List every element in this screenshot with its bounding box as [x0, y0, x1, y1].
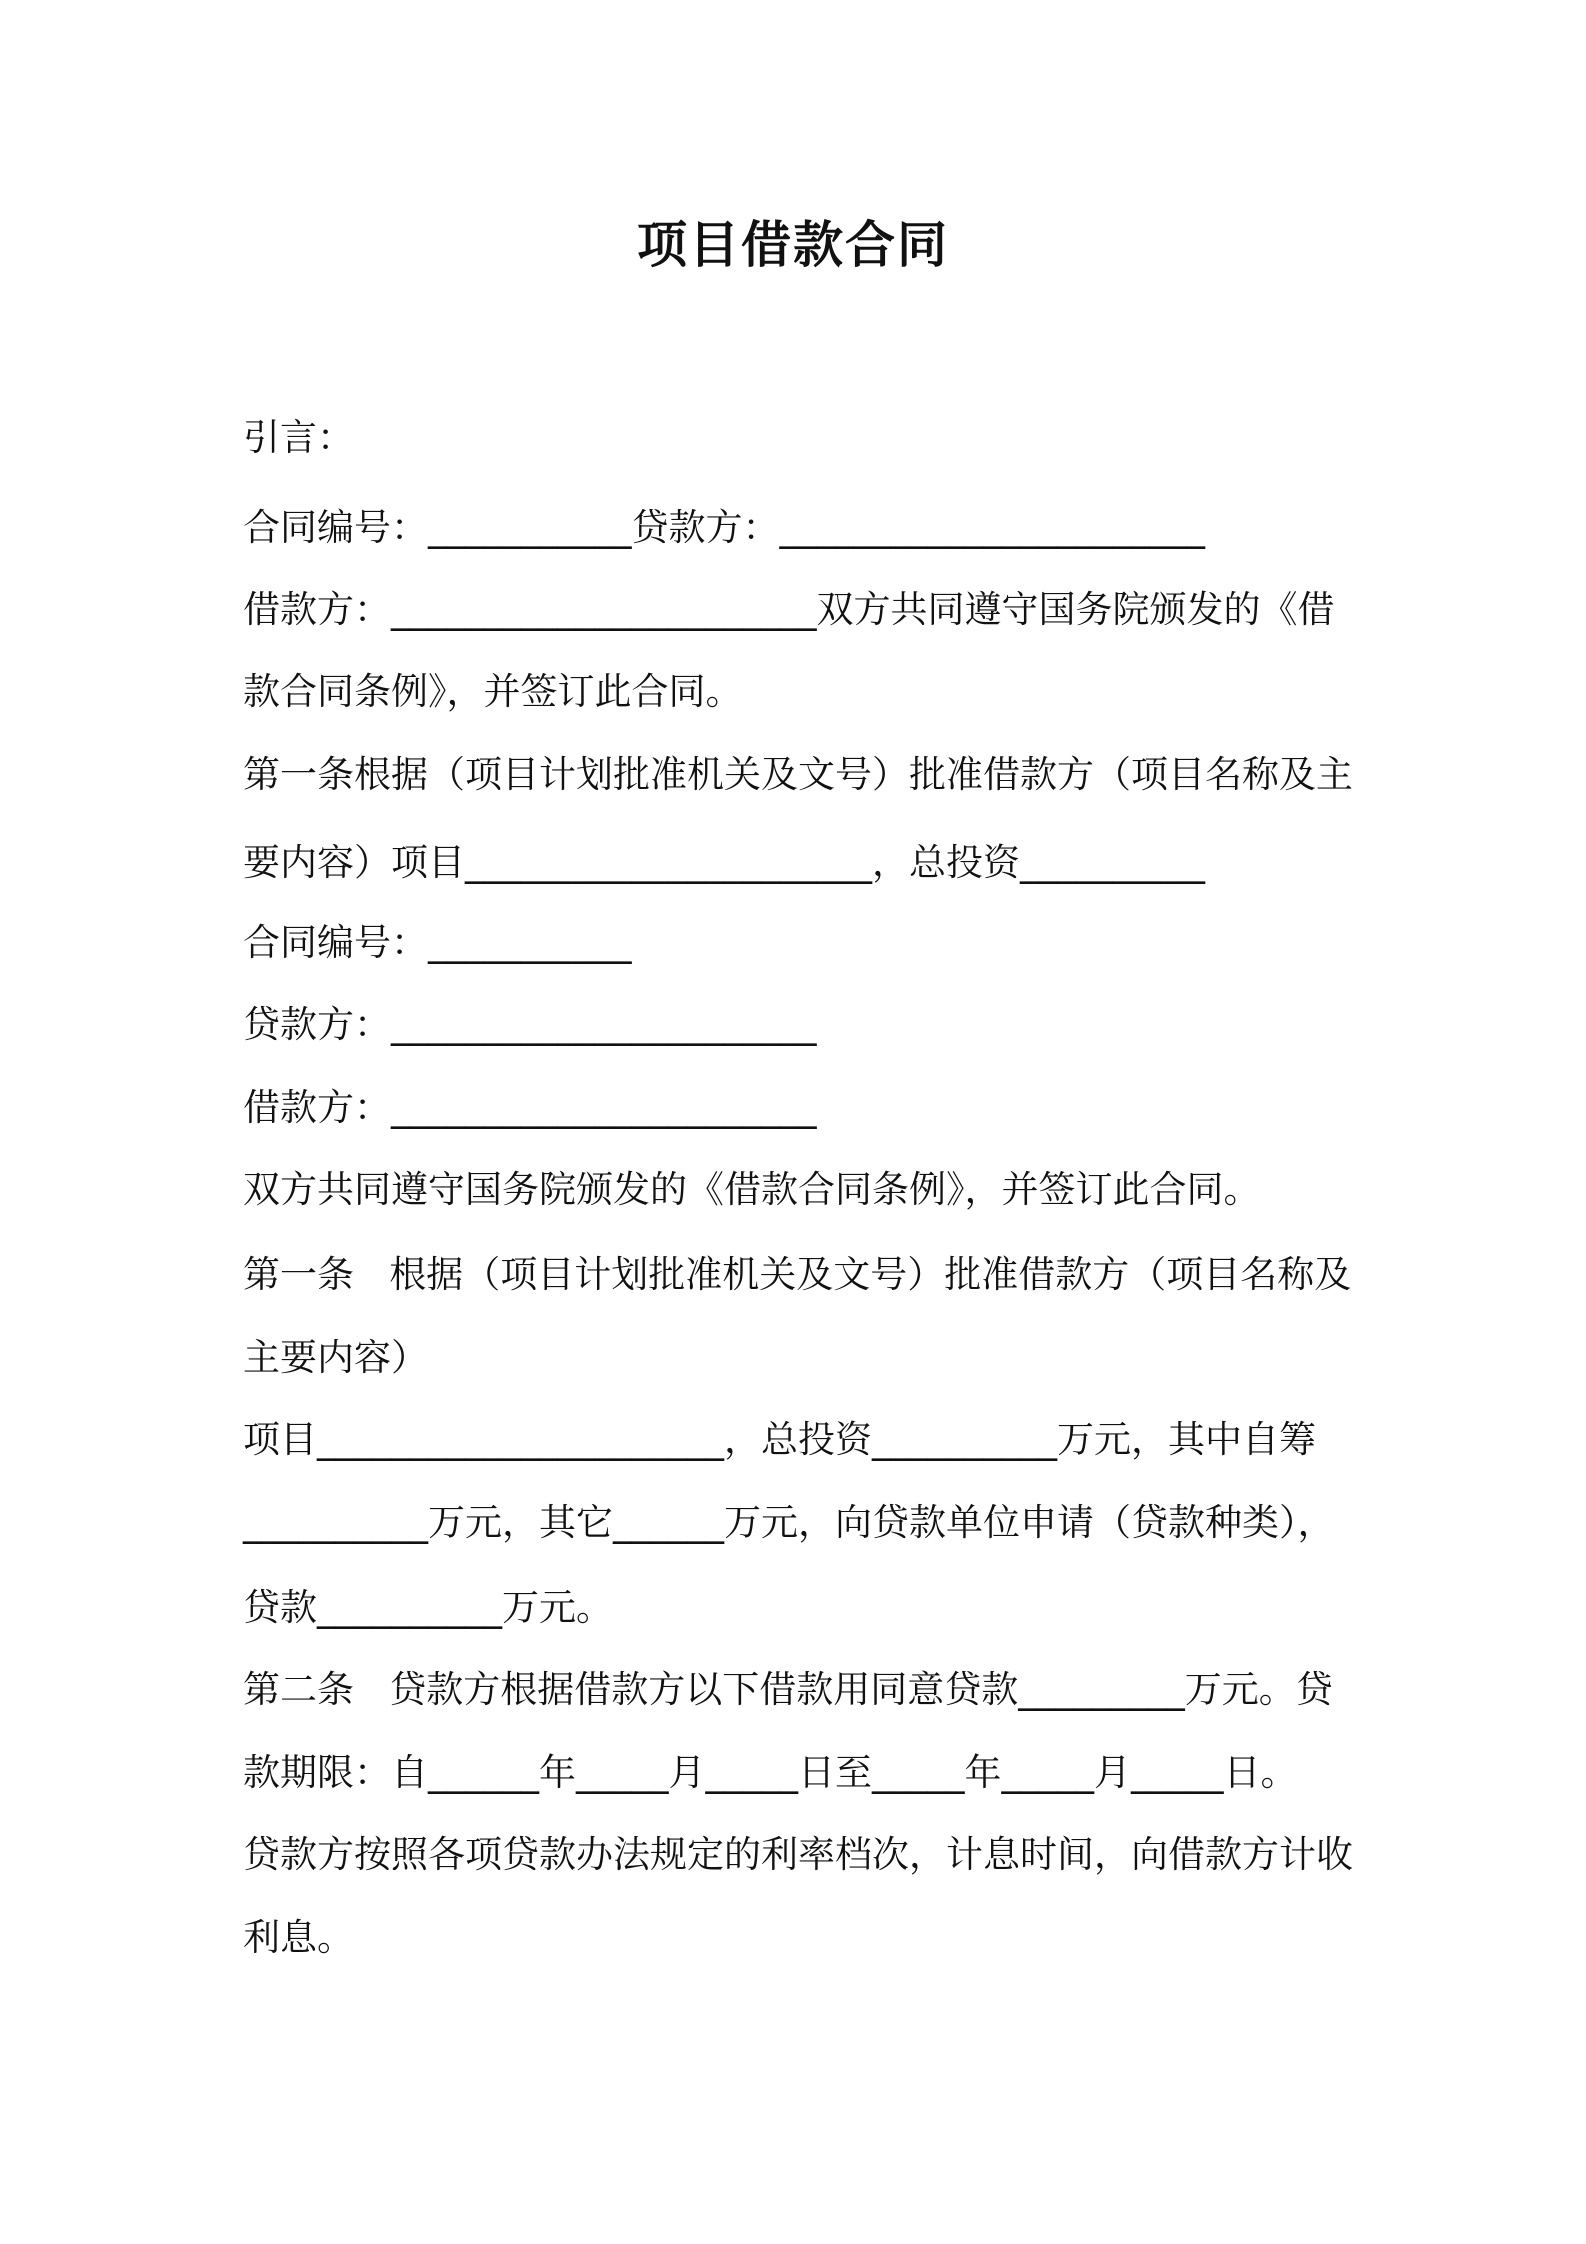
project-investment-line: 项目______________________，总投资__________万元，其中自筹: [243, 1418, 1316, 1461]
article-two-heading: 第二条 贷款方根据借款方以下借款用同意贷款_________万元。贷: [243, 1668, 1333, 1711]
article-one-heading: 第一条 根据（项目计划批准机关及文号）批准借款方（项目名称及: [243, 1253, 1352, 1296]
borrower-line-2: 借款方：_______________________: [243, 1086, 817, 1129]
borrower-line-continued: 款合同条例》，并签订此合同。: [243, 670, 743, 713]
borrower-line: 借款方：_______________________双方共同遵守国务院颁发的《借: [243, 588, 1335, 631]
article-one-line: 第一条根据（项目计划批准机关及文号）批准借款方（项目名称及主: [243, 753, 1353, 796]
contract-number-line: 合同编号：___________: [243, 921, 632, 964]
loan-amount-line: 贷款__________万元。: [243, 1586, 613, 1629]
interest-line: 贷款方按照各项贷款办法规定的利率档次，计息时间，向借款方计收: [243, 1833, 1353, 1876]
loan-period-line: 款期限：自______年_____月_____日至_____年_____月_____日。: [243, 1751, 1298, 1794]
article-one-project-line: 要内容）项目______________________，总投资__________: [243, 841, 1205, 884]
funding-line: __________万元，其它______万元，向贷款单位申请（贷款种类），: [243, 1501, 1335, 1544]
contract-number-lender-line: 合同编号：___________贷款方：_______________________: [243, 506, 1205, 549]
article-one-content-line: 主要内容）: [243, 1336, 428, 1379]
document-title: 项目借款合同: [637, 216, 949, 274]
interest-line-end: 利息。: [243, 1916, 354, 1959]
agreement-line: 双方共同遵守国务院颁发的《借款合同条例》，并签订此合同。: [243, 1168, 1261, 1211]
intro-label: 引言：: [243, 416, 354, 459]
lender-line: 贷款方：_______________________: [243, 1003, 817, 1046]
